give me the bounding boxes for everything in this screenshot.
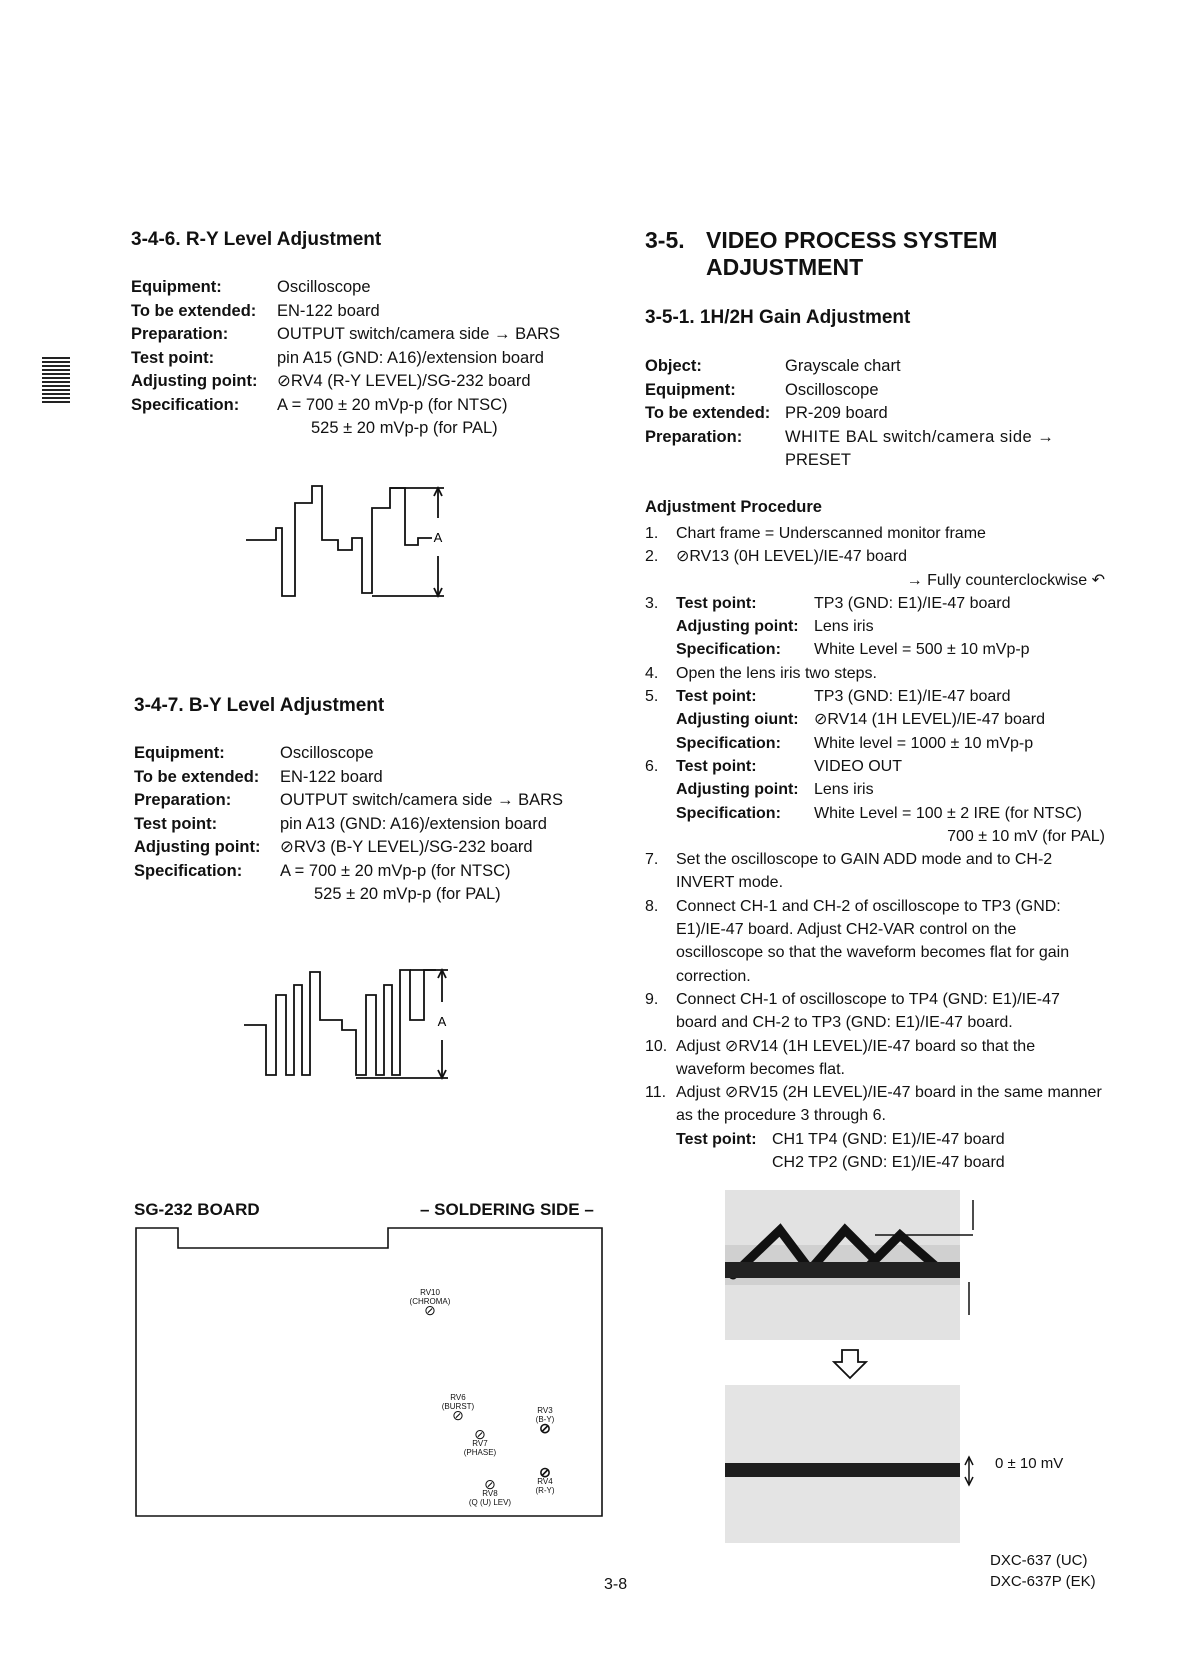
rv6-pot-icon: ⊘ <box>452 1407 464 1423</box>
step-9: 9. Connect CH-1 of oscilloscope to TP4 (GND: E1)/IE-47 board and CH-2 to TP3 (GND: E1)/IE-47 board. <box>645 990 1060 1032</box>
scope-photo-before <box>725 1190 985 1345</box>
board-side: – SOLDERING SIDE – <box>420 1200 594 1219</box>
section-title: VIDEO PROCESS SYSTEM ADJUSTMENT <box>706 227 998 280</box>
by-fields: Equipment: Oscilloscope To be extended: EN-122 board Preparation: OUTPUT switch/camera side → BARS Test point: pin A13 (GND: A16)/extension board Adjusting point: ⊘RV3 (B-Y LEVEL)/SG-232 board Specification: A = 700 ± 20 mVp-p (for NTSC) 525 ± 20 mVp-p (for PAL) <box>134 744 564 903</box>
down-arrow-icon <box>830 1348 870 1380</box>
model-uc: DXC-637 (UC) <box>990 1552 1088 1569</box>
step-3: 3. Test point: TP3 (GND: E1)/IE-47 board Adjusting point: Lens iris Specification: White Level = 500 ± 10 mVp-p <box>645 594 1030 659</box>
step-2: 2. ⊘RV13 (0H LEVEL)/IE-47 board <box>645 548 908 566</box>
procedure-title: Adjustment Procedure <box>645 498 822 516</box>
step-4: 4. Open the lens iris two steps. <box>645 664 877 682</box>
rv3-label: RV3 (B-Y) ⊘ <box>530 1406 560 1433</box>
page-number: 3-8 <box>604 1576 628 1593</box>
scope-label: 0 ± 10 mV <box>995 1455 1064 1472</box>
rv10-label: RV10 (CHROMA) ⊘ <box>400 1288 460 1315</box>
step-6: 6. Test point: VIDEO OUT Adjusting point: Lens iris Specification: White Level = 100 ± 2 IRE (for NTSC) 700 ± 10 mV (for PAL) <box>645 757 1105 845</box>
ry-title: 3-4-6. R-Y Level Adjustment <box>131 229 382 250</box>
gain-fields: Object: Grayscale chart Equipment: Oscilloscope To be extended: PR-209 board Preparation: WHITE BAL switch/camera side → PRESET <box>645 357 1055 469</box>
procedure-steps <box>645 522 1105 1174</box>
rv3-pot-icon: ⊘ <box>539 1420 551 1436</box>
ry-fields: Equipment: Oscilloscope To be extended: EN-122 board Preparation: OUTPUT switch/camera side → BARS Test point: pin A15 (GND: A16)/extension board Adjusting point: ⊘RV4 (R-Y LEVEL)/SG-232 board Specification: A = 700 ± 20 mVp-p (for NTSC) 525 ± 20 mVp-p (for PAL) <box>131 278 561 437</box>
step-1: 1. Chart frame = Underscanned monitor frame <box>645 525 986 542</box>
step-8: 8. Connect CH-1 and CH-2 of oscilloscope to TP3 (GND: E1)/IE-47 board. Adjust CH2-VAR control on the oscilloscope so that the waveform becomes flat for gain correction. <box>645 897 1070 985</box>
rv8-pot-icon: ⊘ <box>484 1476 496 1492</box>
step-2-cont: → Fully counterclockwise ↶ <box>906 571 1105 589</box>
rv10-pot-icon: ⊘ <box>424 1302 436 1318</box>
ry-waveform <box>240 478 490 608</box>
step-11: 11. Adjust ⊘RV15 (2H LEVEL)/IE-47 board in the same manner as the procedure 3 through 6. Test point: CH1 TP4 (GND: E1)/IE-47 board CH2 TP2 (GND: E1)/IE-47 board <box>645 1084 1102 1172</box>
step-5: 5. Test point: TP3 (GND: E1)/IE-47 board Adjusting oiunt: ⊘RV14 (1H LEVEL)/IE-47 board Specification: White level = 1000 ± 10 mVp-p <box>645 688 1046 752</box>
scope-photo-after <box>725 1385 985 1545</box>
rv4-label: ⊘ RV4 (R-Y) <box>530 1468 560 1495</box>
rv7-label: ⊘ RV7 (PHASE) <box>455 1430 505 1457</box>
subsection-title: 3-5-1. 1H/2H Gain Adjustment <box>645 307 911 328</box>
rv4-pot-icon: ⊘ <box>539 1464 551 1480</box>
by-a-label: A <box>437 1014 447 1029</box>
binding-mark <box>42 357 70 405</box>
step-10: 10. Adjust ⊘RV14 (1H LEVEL)/IE-47 board so that the waveform becomes flat. <box>645 1037 1036 1078</box>
board-title: SG-232 BOARD <box>134 1200 260 1219</box>
step-7: 7. Set the oscilloscope to GAIN ADD mode and to CH-2 INVERT mode. <box>645 851 1053 892</box>
model-ek: DXC-637P (EK) <box>990 1573 1096 1590</box>
by-waveform <box>238 960 488 1090</box>
rv7-pot-icon: ⊘ <box>474 1426 486 1442</box>
rv6-label: RV6 (BURST) ⊘ <box>428 1393 488 1420</box>
section-number: 3-5. <box>645 227 685 253</box>
rv8-label: ⊘ RV8 (Q (U) LEV) <box>460 1480 520 1507</box>
ry-a-label: A <box>433 530 443 545</box>
by-title: 3-4-7. B-Y Level Adjustment <box>134 695 385 716</box>
